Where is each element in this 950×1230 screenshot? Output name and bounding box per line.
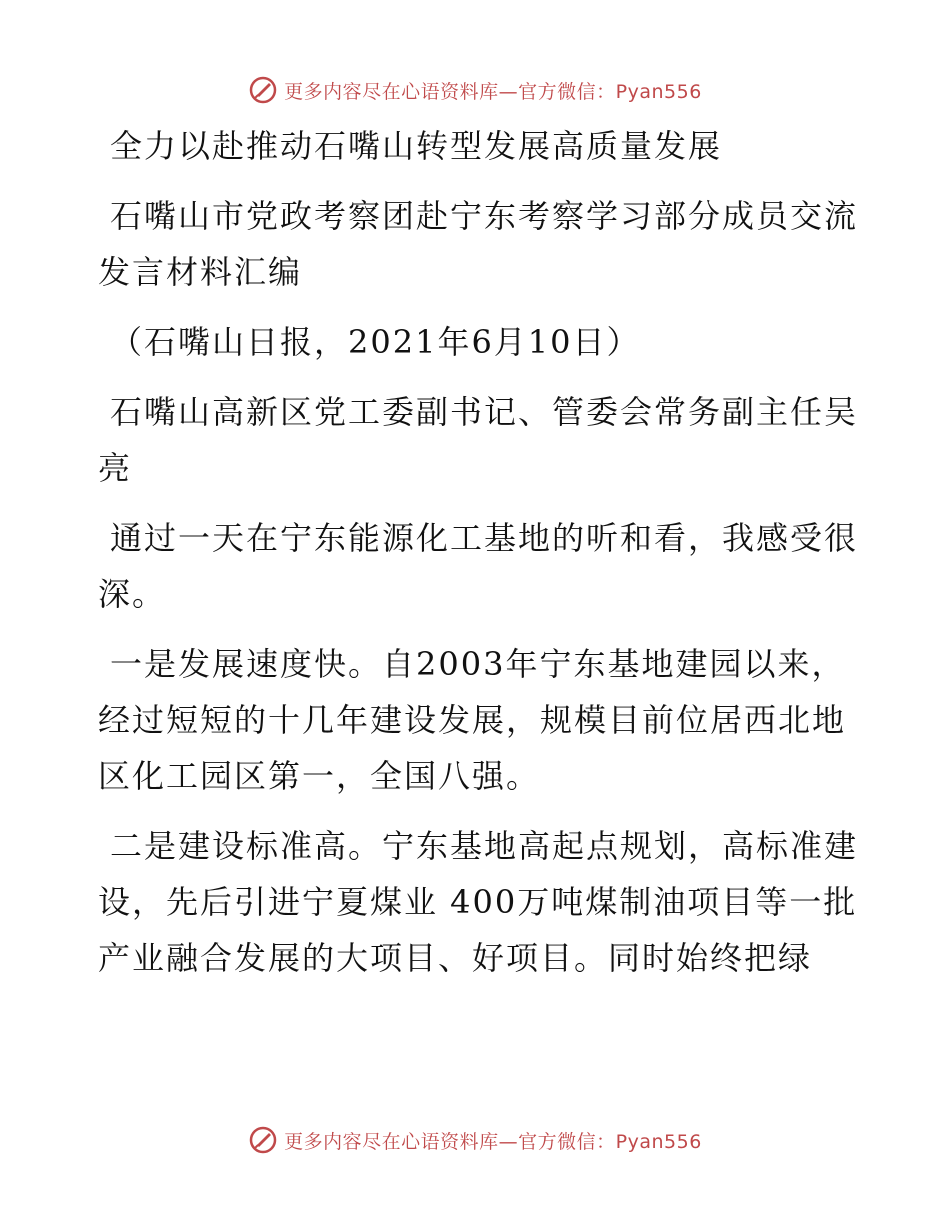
watermark-text: 更多内容尽在心语资料库—官方微信：Pyan556 [284, 80, 702, 103]
paragraph: 一是发展速度快。自2003年宁东基地建园以来，经过短短的十几年建设发展，规模目前位居西北地区化工园区第一，全国八强。 [98, 645, 847, 795]
paragraph: 二是建设标准高。宁东基地高起点规划，高标准建设，先后引进宁夏煤业 400万吨煤制油项目等一批产业融合发展的大项目、好项目。同时始终把绿 [98, 827, 859, 977]
document-subtitle: 石嘴山市党政考察团赴宁东考察学习部分成员交流发言材料汇编 [98, 197, 859, 291]
document-title: 全力以赴推动石嘴山转型发展高质量发展 [110, 127, 723, 165]
speaker-line: 石嘴山高新区党工委副书记、管委会常务副主任吴亮 [98, 393, 859, 487]
document-body [98, 118, 858, 1000]
quill-seal-icon [248, 75, 278, 105]
paragraph: 通过一天在宁东能源化工基地的听和看，我感受很深。 [98, 519, 859, 613]
watermark-text: 更多内容尽在心语资料库—官方微信：Pyan556 [284, 1130, 702, 1153]
document-source: （石嘴山日报，2021年6月10日） [110, 323, 641, 361]
quill-seal-icon [248, 1125, 278, 1155]
header-watermark [0, 70, 950, 110]
footer-watermark [0, 1120, 950, 1160]
